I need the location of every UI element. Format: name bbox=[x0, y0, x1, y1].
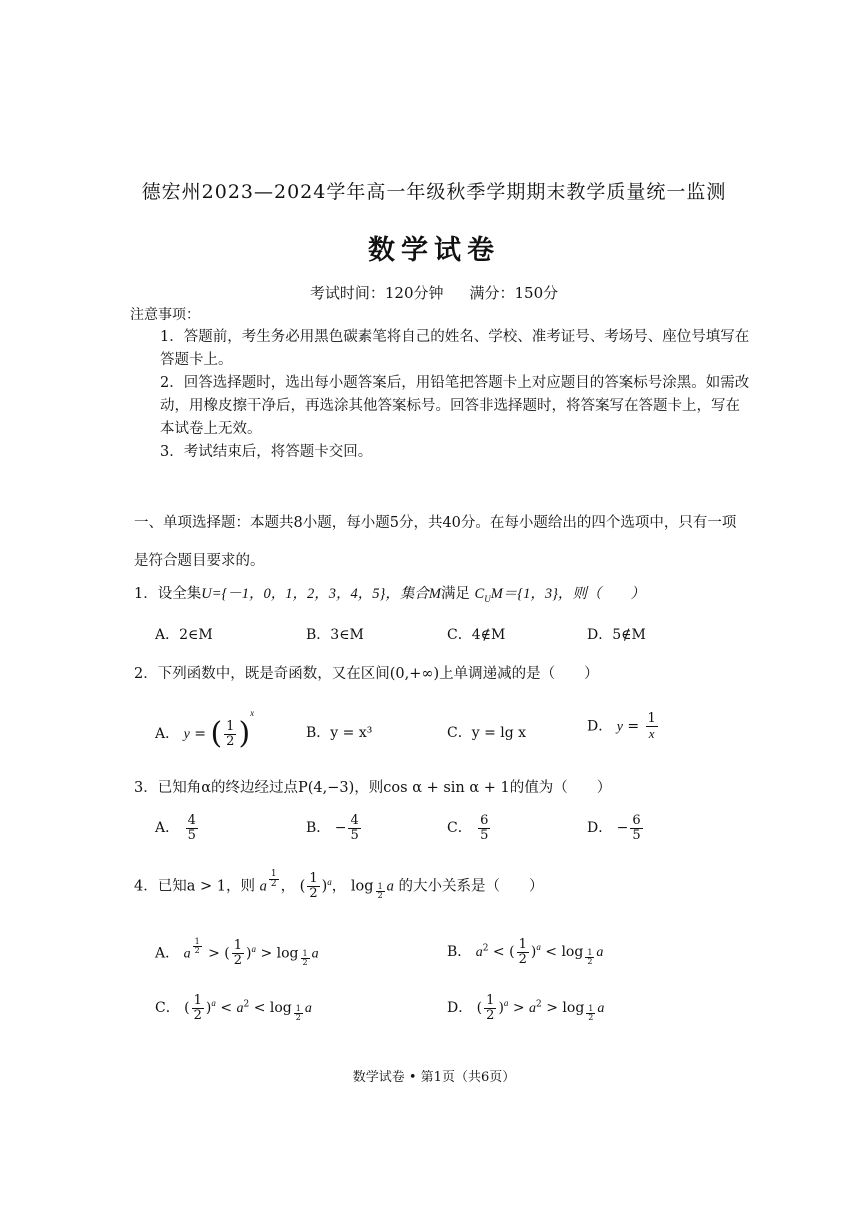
page-footer: 数学试卷 • 第1页（共6页） bbox=[352, 1070, 516, 1085]
question-1-option-b: B．3∈M bbox=[306, 627, 364, 643]
exam-info bbox=[0, 282, 868, 303]
note-item-3: 3．考试结束后，将答题卡交回。 bbox=[160, 444, 373, 460]
question-4-stem: 4．已知a > 1，则 a $^{\frac{1}{2}}$ ， ( $\frac{1}{2}$ )$^a$， log $_{\frac{1}{2}}$ a 的大小关系是（ ） bbox=[134, 869, 544, 901]
question-1-option-c: C．4∉M bbox=[447, 627, 506, 643]
question-2-option-c: C．y = lg x bbox=[447, 725, 527, 741]
question-1-option-d: D．5∉M bbox=[587, 627, 646, 643]
question-4-option-b: B． $a^2$ < ( $\frac{1}{2}$ )$^a$ < log $_{\frac{1}{2}}$ a bbox=[447, 937, 604, 967]
question-4-option-c: C． ( $\frac{1}{2}$ )$^a < a^2 < \log$ $_{\frac{1}{2}}$ a bbox=[155, 993, 312, 1023]
exam-time: 考试时间：120分钟 bbox=[309, 284, 444, 302]
question-4-option-d: D． ( $\frac{1}{2}$ )$^a > a^2 > \log$ $_{\frac{1}{2}}$ a bbox=[447, 993, 605, 1023]
question-2-option-b: B．y = x³ bbox=[306, 725, 373, 741]
section-1-instructions: 一、单项选择题：本题共8小题，每小题5分，共40分。在每小题给出的四个选项中，只有一项是符合题目要求的。 bbox=[134, 515, 737, 569]
note-item-2: 2．回答选择题时，选出每小题答案后，用铅笔把答题卡上对应题目的答案标号涂黑。如需改动，用橡皮擦干净后，再选涂其他答案标号。回答非选择题时，将答案写在答题卡上，写在本试卷上无效。 bbox=[160, 375, 750, 437]
note-item-1: 1．答题前，考生务必用黑色碳素笔将自己的姓名、学校、准考证号、考场号、座位号填写在答题卡上。 bbox=[160, 329, 750, 368]
exam-subtitle: 德宏州2023—2024学年高一年级秋季学期期末教学质量统一监测 bbox=[141, 181, 727, 203]
question-3-option-c: C． $\frac{6}{5}$ bbox=[447, 813, 489, 843]
question-3-stem: 3．已知角α的终边经过点P(4,−3)，则cos α + sin α + 1的值为（ ） bbox=[134, 780, 612, 796]
exam-score: 满分：150分 bbox=[469, 284, 559, 302]
question-1-stem: 1．设全集U={－1，0，1，2，3，4，5}，集合M满足 $C_UM=\{1$，3}，则（ ） bbox=[134, 586, 645, 604]
question-3-option-b: B． − $\frac{4}{5}$ bbox=[306, 813, 359, 843]
question-3-option-a: A． $\frac{4}{5}$ bbox=[155, 813, 196, 843]
notes-heading: 注意事项： bbox=[130, 307, 200, 323]
exam-title: 数学试卷 bbox=[368, 235, 500, 266]
question-3-option-d: D． − $\frac{6}{5}$ bbox=[587, 813, 641, 843]
question-2-option-d: D． y = $\frac{1}{x}$ bbox=[587, 711, 656, 741]
question-2-stem: 2．下列函数中，既是奇函数，又在区间(0,+∞)上单调递减的是（ ） bbox=[134, 666, 599, 682]
question-2-option-a: A． y = ( $\frac{1}{2}$ )$^x$ bbox=[155, 708, 255, 751]
question-1-option-a: A．2∈M bbox=[155, 627, 213, 643]
question-4-option-a: A． a $^{\frac{1}{2}}$ > ( $\frac{1}{2}$ )$^a$ > log $_{\frac{1}{2}}$ a bbox=[155, 937, 319, 968]
